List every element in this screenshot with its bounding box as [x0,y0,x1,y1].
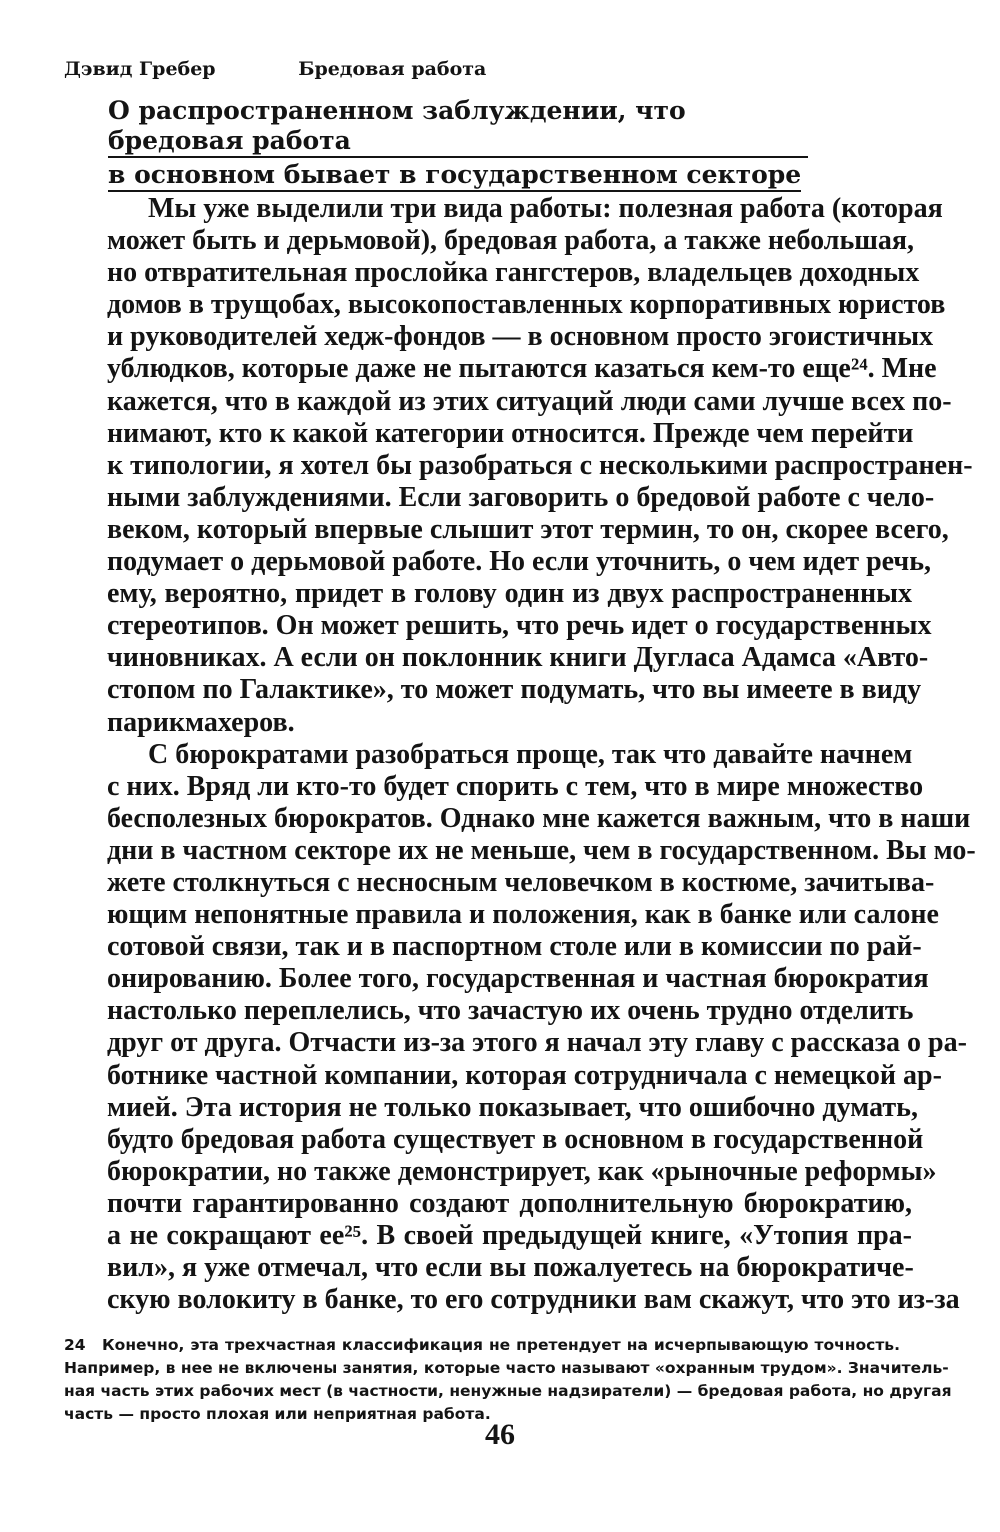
text-line: может быть и дерьмовой), бредовая работа, а также небольшая, [107,225,915,257]
text-line: к типологии, я хотел бы разобраться с несколькими распространен- [107,449,973,481]
footnote-line: Например, в нее не включены занятия, которые часто называют «охранным трудом». Значитель- [64,1359,949,1377]
text-line: мией. Эта история не только показывает, что ошибочно думать, [107,1091,918,1123]
text-line: подумает о дерьмовой работе. Но если уточнить, о чем идет речь, [107,546,932,578]
text-line: бесполезных бюрократов. Однако мне кажется важным, что в наши [107,802,971,834]
text-line: веком, который впервые слышит этот термин, то он, скорее всего, [107,513,949,545]
text-line: будто бредовая работа существует в основном в государственной [107,1123,924,1155]
text-line: сотовой связи, так и в паспортном столе или в комиссии по рай- [107,931,922,963]
footnote-line: часть — просто плохая или неприятная работа. [64,1405,491,1423]
body-text [107,193,976,1316]
text-line: домов в трущобах, высокопоставленных корпоративных юристов [107,289,946,321]
text-line: стереотипов. Он может решить, что речь идет о государственных [107,610,932,642]
text-line: чиновниках. А если он поклонник книги Дугласа Адамса «Авто- [107,642,929,674]
footnote-text: Конечно, эта трехчастная классификация не претендует на исчерпывающую точность. [102,1336,900,1354]
text-line: бюрократии, но также демонстрирует, как «рыночные реформы» [107,1155,937,1187]
text-line: парикмахеров. [107,706,295,738]
text-line: ными заблуждениями. Если заговорить о бредовой работе с чело- [107,481,935,513]
text-line: онированию. Более того, государственная и частная бюрократия [107,963,929,995]
header-book-title: Бредовая работа [298,58,487,80]
header-author: Дэвид Гребер [64,58,216,80]
text-line: друг от друга. Отчасти из-за этого я начал эту главу с рассказа о ра- [107,1027,967,1059]
text-line: стопом по Галактике», то может подумать, что вы имеете в виду [107,674,922,706]
text-line: ющим непонятные правила и положения, как в банке или салоне [107,899,939,931]
text-line: ботнике частной компании, которая сотрудничала с немецкой ар- [107,1059,942,1091]
footnote-line: ная часть этих рабочих мест (в частности, ненужные надзиратели) — бредовая работа, но другая [64,1382,952,1400]
page-number: 46 [485,1418,515,1451]
text-line: жете столкнуться с несносным человечком в костюме, зачитыва- [107,866,935,898]
footnote-number: 24 [64,1336,86,1354]
text-line: нимают, кто к какой категории относится. Прежде чем перейти [107,417,914,449]
text-line: ему, вероятно, придет в голову один из двух распространенных [107,578,912,610]
text-line: дни в частном секторе их не меньше, чем в государственном. Вы мо- [107,834,976,866]
footnote [64,1334,952,1426]
section-title [108,96,808,192]
section-title-line: в основном бывает в государственном секторе [108,160,801,192]
text-line: а не сокращают ее²⁵. В своей предыдущей книге, «Утопия пра- [107,1220,912,1251]
text-line: ублюдков, которые даже не пытаются казаться кем-то еще²⁴. Мне [107,353,937,385]
text-line: почти гарантированно создают дополнительную бюрократию, [107,1187,912,1219]
text-line: вил», я уже отмечал, что если вы пожалуетесь на бюрократиче- [107,1252,914,1284]
text-line: и руководителей хедж-фондов — в основном просто эгоистичных [107,321,934,353]
text-line: Мы уже выделили три вида работы: полезная работа (которая [148,193,943,224]
footnote-line [64,1334,900,1357]
text-line: но отвратительная прослойка гангстеров, владельцев доходных [107,257,920,289]
text-line: С бюрократами разобраться проще, так что давайте начнем [148,738,913,770]
text-line: с них. Вряд ли кто-то будет спорить с тем, что в мире множество [107,770,924,802]
text-line: кажется, что в каждой из этих ситуаций люди сами лучше всех по- [107,385,952,417]
running-header [64,58,486,80]
text-line: скую волокиту в банке, то его сотрудники вам скажут, что это из-за [107,1284,960,1316]
section-title-line: О распространенном заблуждении, что бредовая работа [108,96,808,158]
text-line: настолько переплелись, что зачастую их очень трудно отделить [107,995,914,1027]
